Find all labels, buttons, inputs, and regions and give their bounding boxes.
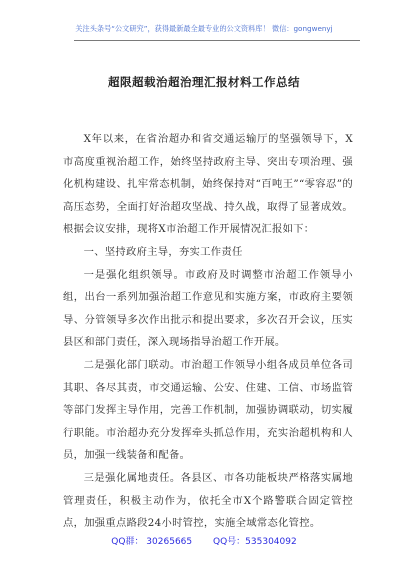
body-paragraph: 二是强化部门联动。市治超工作领导小组各成员单位各司其职、各尽其责，市交通运输、公安、住建、工信、市场监管等部门发挥主导作用，完善工作机制，加强协调联动，切实履行职能。市治超办充分发挥牵头抓总作用，充实治超机构和人员，加强一线装备和配备。 — [63, 358, 353, 462]
qq-number: QQ号：535304092 — [213, 537, 297, 547]
section-heading: 一、坚持政府主导，夯实工作责任 — [83, 245, 243, 258]
document-body — [63, 128, 353, 535]
qq-group: QQ群： 30265665 — [111, 537, 193, 547]
footer-contact — [0, 534, 408, 547]
header-divider — [74, 40, 360, 41]
document-title: 超限超载治超治理汇报材料工作总结 — [108, 75, 300, 89]
body-paragraph: 三是强化属地责任。各县区、市各功能板块严格落实属地管理责任，积极主动作为，依托全市X个路警联合固定管控点，加强重点路段24小时管控，实施全域常态化管控。 — [63, 471, 353, 530]
body-paragraph: X年以来，在省治超办和省交通运输厅的坚强领导下，X市高度重视治超工作，始终坚持政府主导、突出专项治理、强化机构建设、扎牢常态机制，始终保持对“百吨王”“零容忍”的高压态势，全面打好治超攻坚战、持久战，取得了显著成效。根据会议安排，现将X市治超工作开展情况汇报如下： — [63, 133, 353, 236]
header-note: 关注头条号“公文研究”，获得最新最全最专业的公文资料库！ 微信：gongwenyj — [75, 24, 333, 33]
body-paragraph: 一是强化组织领导。市政府及时调整市治超工作领导小组，出台一系列加强治超工作意见和实施方案，市政府主要领导、分管领导多次作出批示和提出要求，多次召开会议，压实县区和部门责任，深入现场指导治超工作开展。 — [63, 268, 353, 349]
